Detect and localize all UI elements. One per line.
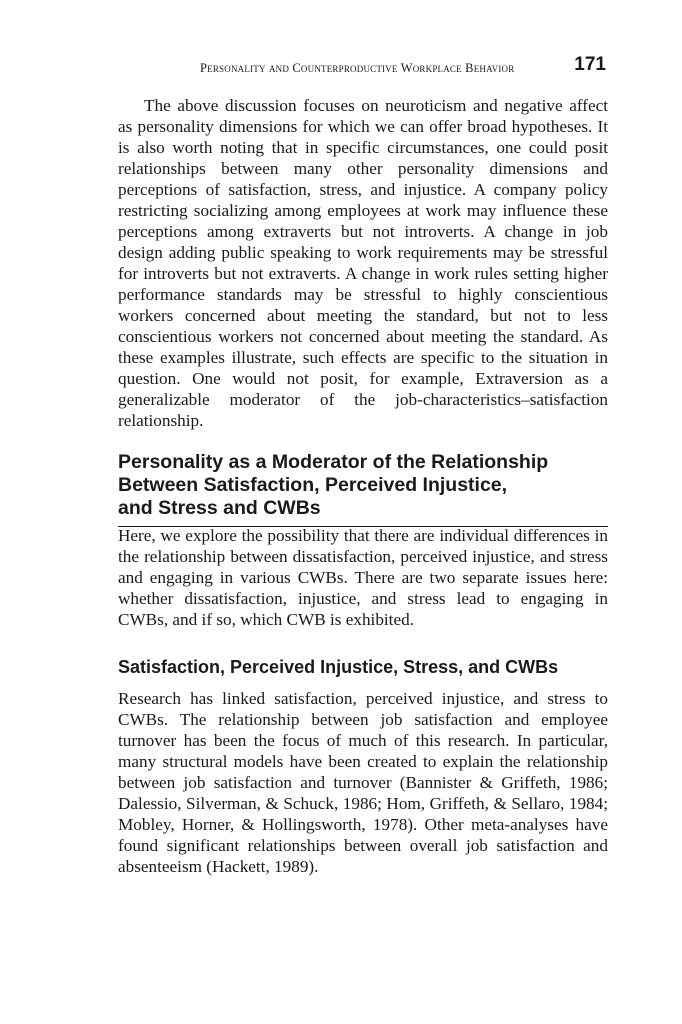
section-heading-line-1: Personality as a Moderator of the Relationship <box>118 451 549 473</box>
paragraph-individual-differences: Here, we explore the possibility that there are individual differences in the relationship between dissatisfaction, perceived injustice, and stress and engaging in various CWBs. There are two separate issues here: whether dissatisfaction, injustice, and stress lead to engaging in CWBs, and if so, which CWB is exhibited. <box>118 526 608 629</box>
section-heading-personality-moderator <box>118 451 608 527</box>
section-heading-line-2: Between Satisfaction, Perceived Injustice, <box>118 474 508 496</box>
section-heading-line-3: and Stress and CWBs <box>118 497 321 519</box>
running-head-title: Personality and Counterproductive Workplace Behavior <box>200 61 515 75</box>
page-number: 171 <box>574 54 606 75</box>
running-head <box>200 54 606 78</box>
paragraph-neuroticism-discussion: The above discussion focuses on neuroticism and negative affect as personality dimensions for which we can offer broad hypotheses. It is also worth noting that in specific circumstances, one could posit relationships between many other personality dimensions and perceptions of satisfaction, stress, and injustice. A company policy restricting socializing among employees at work may influence these perceptions among extraverts but not introverts. A change in job design adding public speaking to work requirements may be stressful for introverts but not extraverts. A change in work rules setting higher performance standards may be stressful to highly conscientious workers concerned about meeting the standard, but not to less conscientious workers not concerned about meeting the standard. As these examples illustrate, such effects are specific to the situation in question. One would not posit, for example, Extraversion as a generalizable moderator of the job-characteristics–satisfaction relationship. <box>118 96 608 430</box>
subsection-heading-satisfaction-cwbs: Satisfaction, Perceived Injustice, Stress, and CWBs <box>118 657 559 677</box>
paragraph-research-links: Research has linked satisfaction, perceived injustice, and stress to CWBs. The relationship between job satisfaction and employee turnover has been the focus of much of this research. In particular, many structural models have been created to explain the relationship between job satisfaction and turnover (Bannister & Griffeth, 1986; Dalessio, Silverman, & Schuck, 1986; Hom, Griffeth, & Sellaro, 1984; Mobley, Horner, & Hollingsworth, 1978). Other meta-analyses have found significant relationships between overall job satisfaction and absenteeism (Hackett, 1989). <box>118 689 608 876</box>
